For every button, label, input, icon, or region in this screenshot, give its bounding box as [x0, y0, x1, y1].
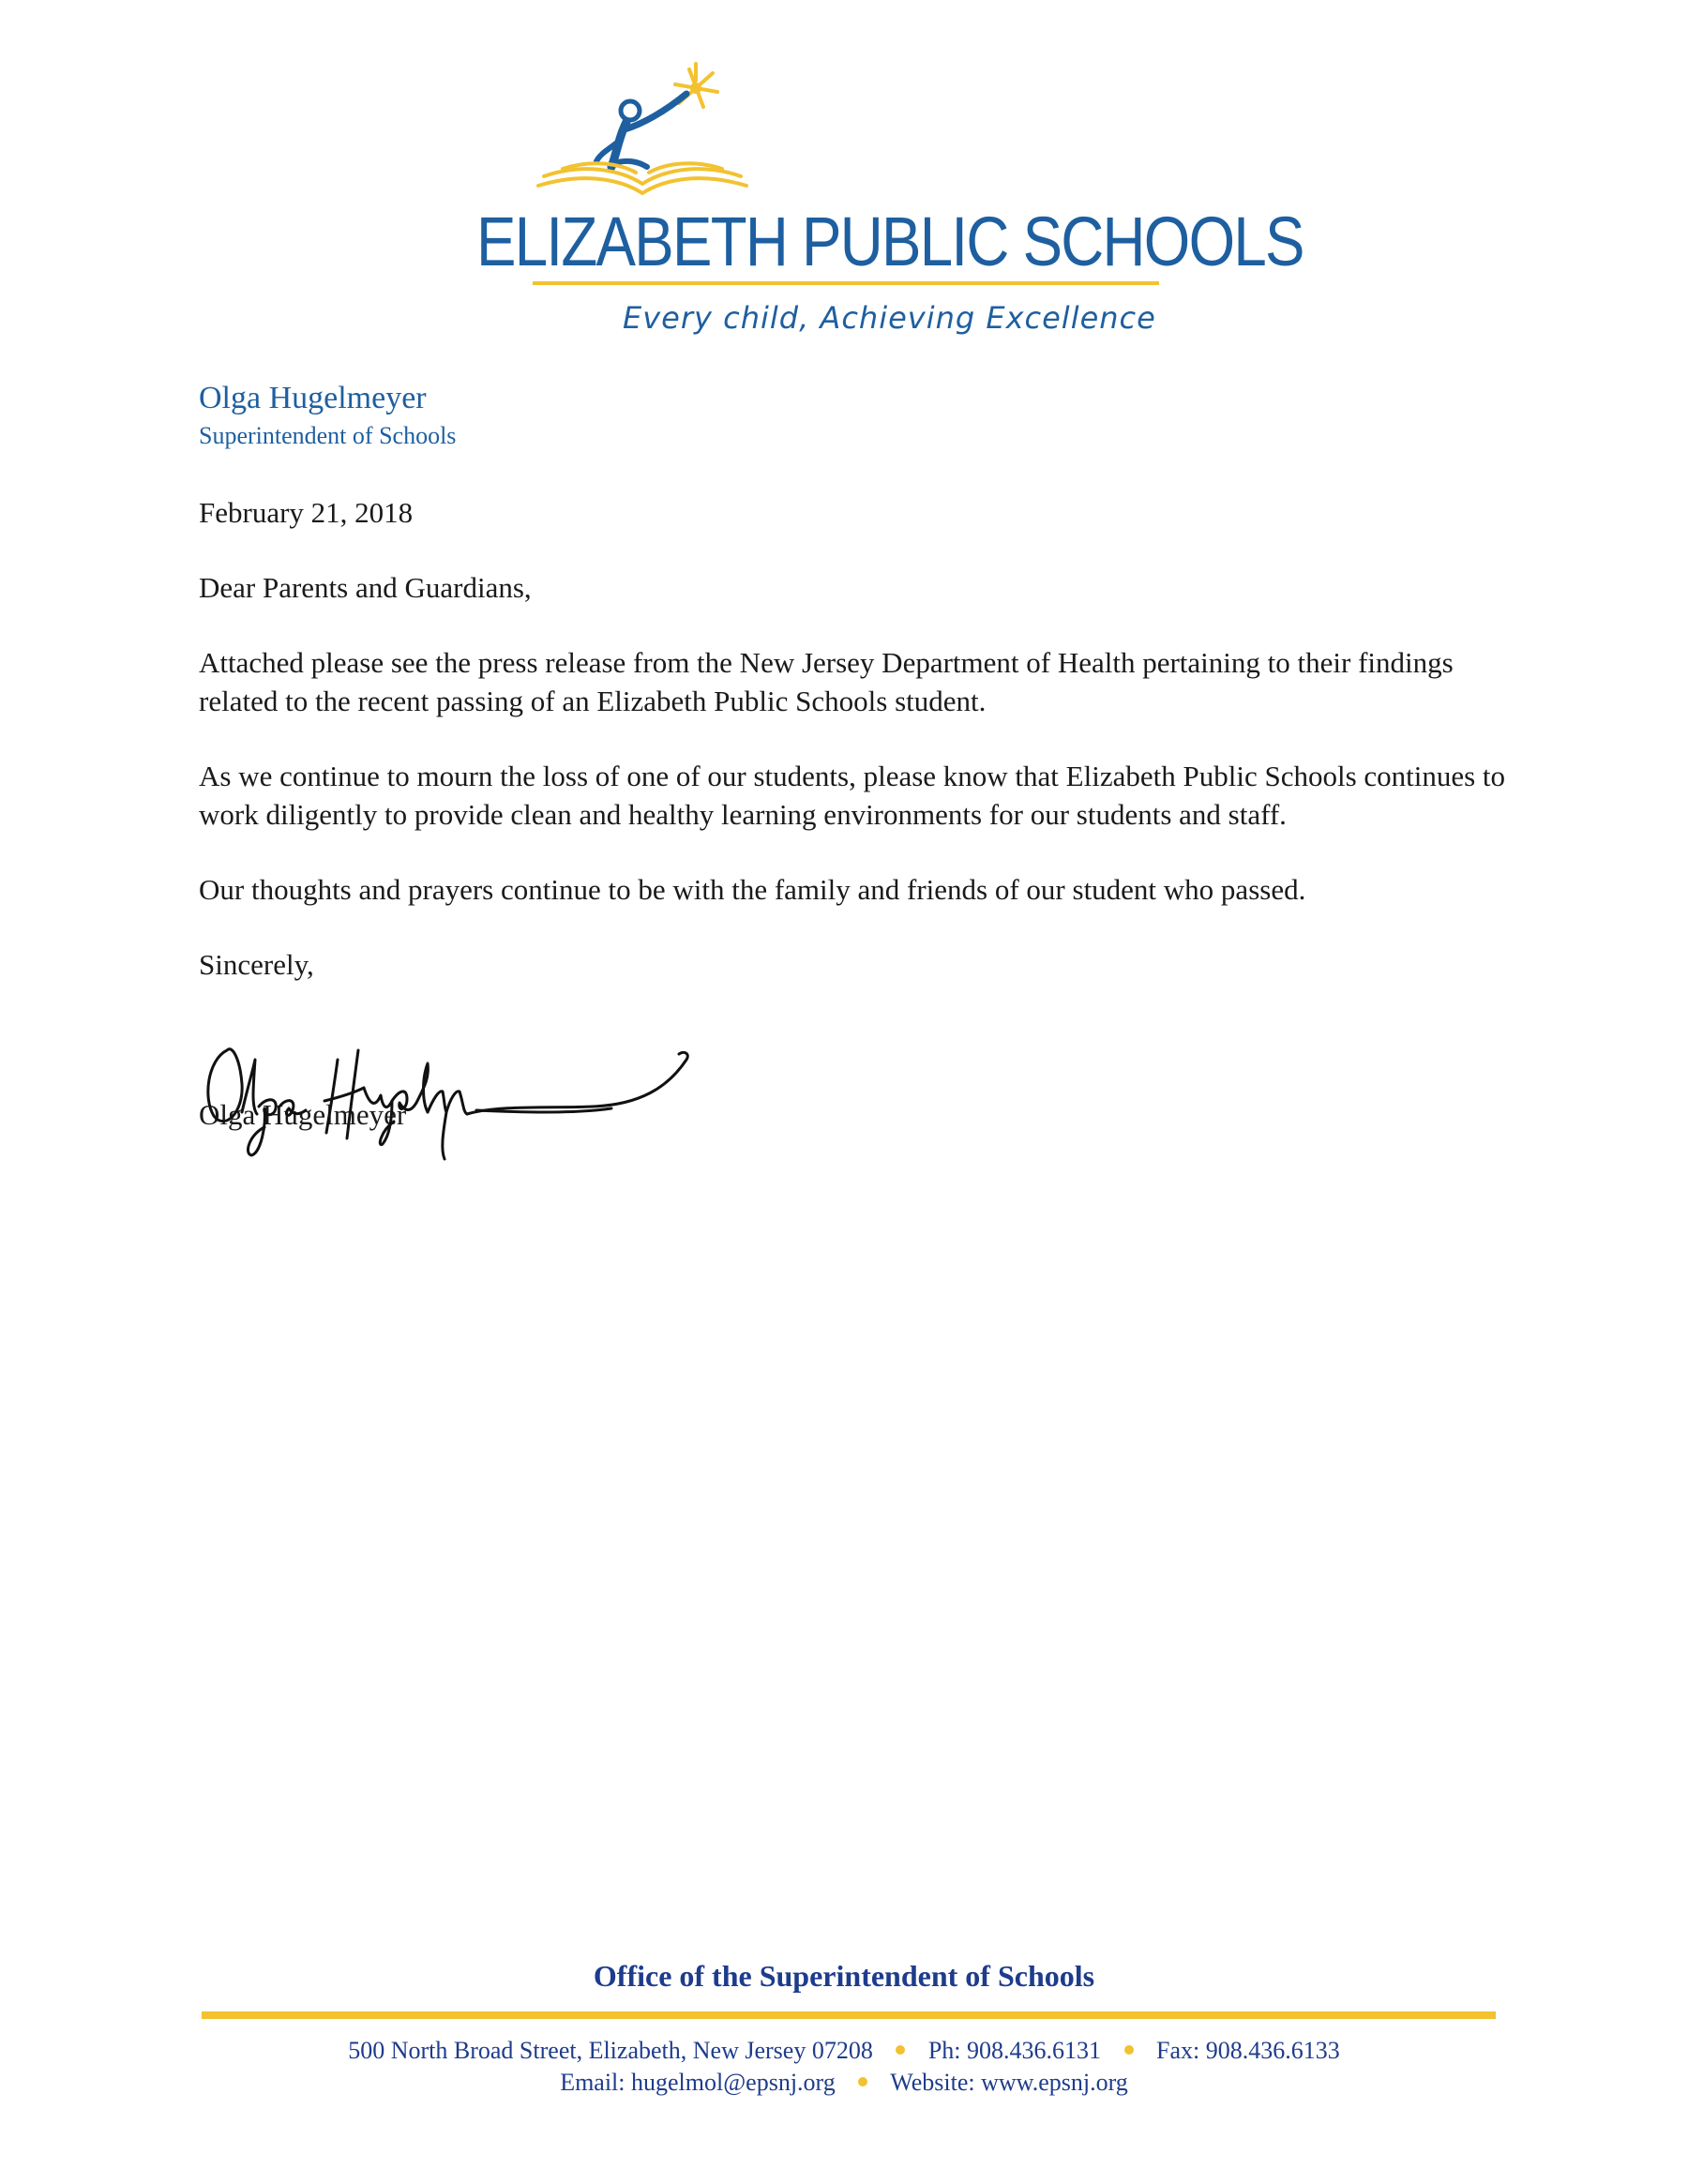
- footer-online-line: [0, 2067, 1688, 2099]
- footer-contact-line: [0, 2035, 1688, 2067]
- letter-body: [199, 493, 1530, 984]
- footer-office-title: Office of the Superintendent of Schools: [593, 1959, 1095, 1993]
- letter-footer: [0, 1955, 1688, 2143]
- footer-address: 500 North Broad Street, Elizabeth, New Jersey 07208: [348, 2037, 873, 2064]
- footer-fax: Fax: 908.436.6133: [1156, 2037, 1340, 2064]
- letter-closing: Sincerely,: [199, 948, 314, 981]
- letter-date: February 21, 2018: [199, 496, 414, 529]
- footer-website: Website: www.epsnj.org: [890, 2069, 1128, 2096]
- letter-paragraph: As we continue to mourn the loss of one of our students, please know that Elizabeth Public Schools continues to work diligently to provide clean and healthy learning environments for our students and staff.: [199, 760, 1506, 831]
- footer-rule: [202, 2011, 1496, 2019]
- footer-phone: Ph: 908.436.6131: [927, 2037, 1102, 2064]
- footer-email: Email: hugelmol@epsnj.org: [560, 2069, 836, 2096]
- letterhead: [0, 0, 1688, 356]
- letter-paragraph: Attached please see the press release from the New Jersey Department of Health pertaining to their findings related to the recent passing of an Elizabeth Public Schools student.: [199, 646, 1454, 717]
- org-name: ELIZABETH PUBLIC SCHOOLS: [476, 203, 1304, 280]
- sender-block: [199, 378, 949, 451]
- bullet-dot-icon: [1124, 2045, 1134, 2055]
- child-reaching-star-over-book-icon: [525, 62, 760, 203]
- org-tagline: Every child, Achieving Excellence: [623, 300, 1156, 336]
- signature-block: [199, 1022, 724, 1163]
- handwritten-signature: [199, 1022, 705, 1163]
- letter-salutation: Dear Parents and Guardians,: [199, 571, 532, 604]
- bullet-dot-icon: [858, 2077, 867, 2086]
- sender-title: Superintendent of Schools: [199, 422, 457, 449]
- letter-paragraph: Our thoughts and prayers continue to be with the family and friends of our student who passed.: [199, 873, 1306, 906]
- signer-name: Olga Hugelmeyer: [199, 1098, 407, 1131]
- bullet-dot-icon: [896, 2045, 905, 2055]
- sender-name: Olga Hugelmeyer: [199, 381, 427, 415]
- letterhead-rule: [533, 281, 1159, 285]
